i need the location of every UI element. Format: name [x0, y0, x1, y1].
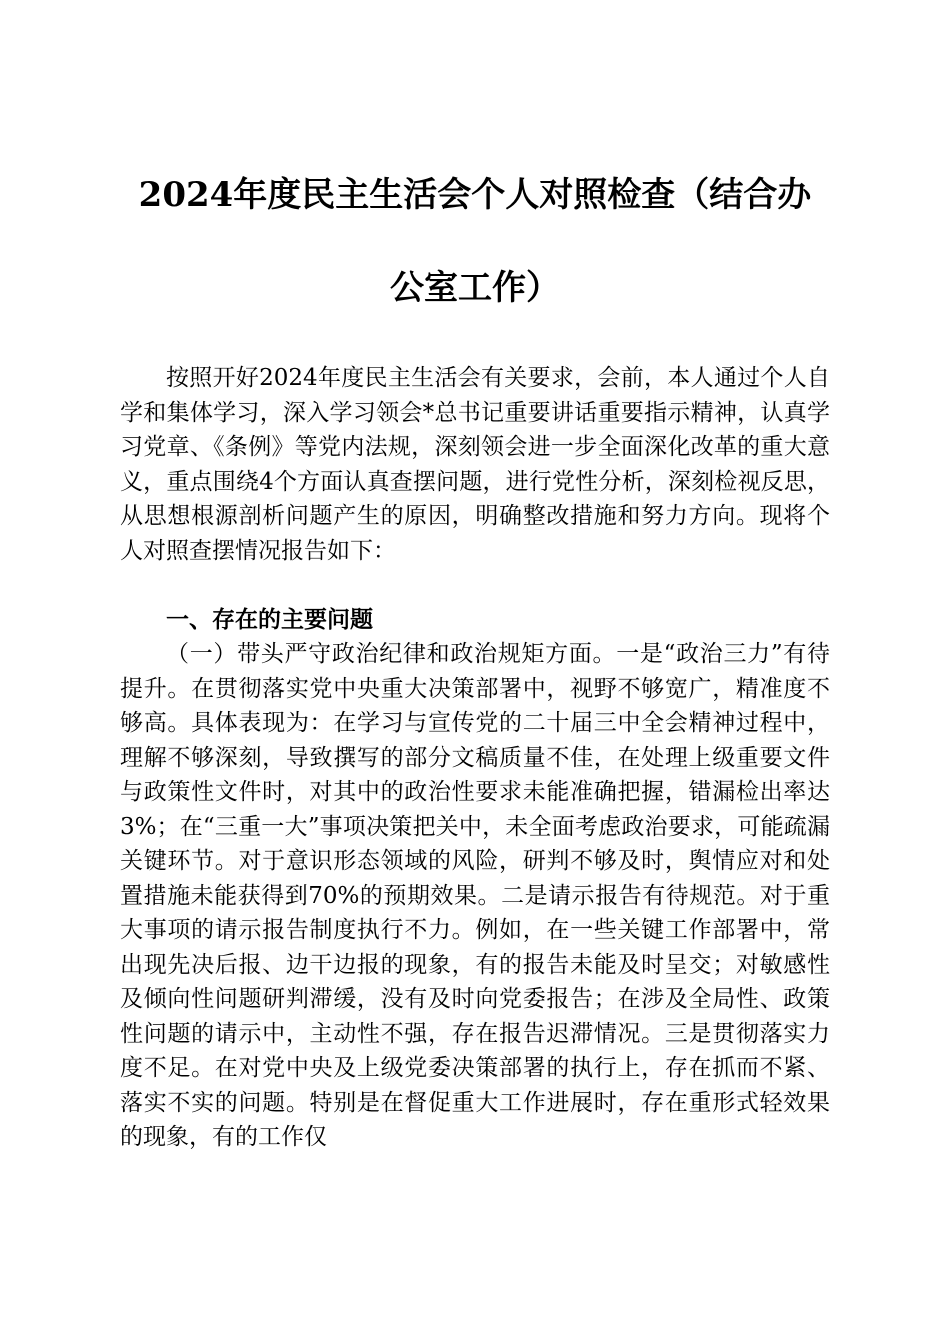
section-heading-main-problems: 一、存在的主要问题: [166, 607, 373, 633]
sub-section-heading-political-discipline: （一）带头严守政治纪律和政治规矩方面。: [166, 641, 617, 667]
document-title-line-2: 公室工作）: [390, 268, 560, 308]
intro-paragraph: 按照开好2024年度民主生活会有关要求，会前，本人通过个人自学和集体学习，深入学习领会*总书记重要讲话重要指示精神，认真学习党章、《条例》等党内法规，深刻领会进一步全面深化改革的重大意义，重点围绕4个方面认真查摆问题，进行党性分析，深刻检视反思，从思想根源剖析问题产生的原因，明确整改措施和努力方向。现将个人对照查摆情况报告如下：: [120, 365, 830, 564]
document-title-line-1: 2024年度民主生活会个人对照检查（结合办: [138, 175, 812, 215]
section-1-paragraph: [120, 637, 830, 1155]
sub-section-body: 一是“政治三力”有待提升。在贯彻落实党中央重大决策部署中，视野不够宽广，精准度不够高。具体表现为：在学习与宣传党的二十届三中全会精神过程中，理解不够深刻，导致撰写的部分文稿质量不佳，在处理上级重要文件与政策性文件时，对其中的政治性要求未能准确把握，错漏检出率达3%；在“三重一大”事项决策把关中，未全面考虑政治要求，可能疏漏关键环节。对于意识形态领域的风险，研判不够及时，舆情应对和处置措施未能获得到70%的预期效果。二是请示报告有待规范。对于重大事项的请示报告制度执行不力。例如，在一些关键工作部署中，常出现先决后报、边干边报的现象，有的报告未能及时呈交；对敏感性及倾向性问题研判滞缓，没有及时向党委报告；在涉及全局性、政策性问题的请示中，主动性不强，存在报告迟滞情况。三是贯彻落实力度不足。在对党中央及上级党委决策部署的执行上，存在抓而不紧、落实不实的问题。特别是在督促重大工作进展时，存在重形式轻效果的现象，有的工作仅: [120, 641, 830, 1150]
